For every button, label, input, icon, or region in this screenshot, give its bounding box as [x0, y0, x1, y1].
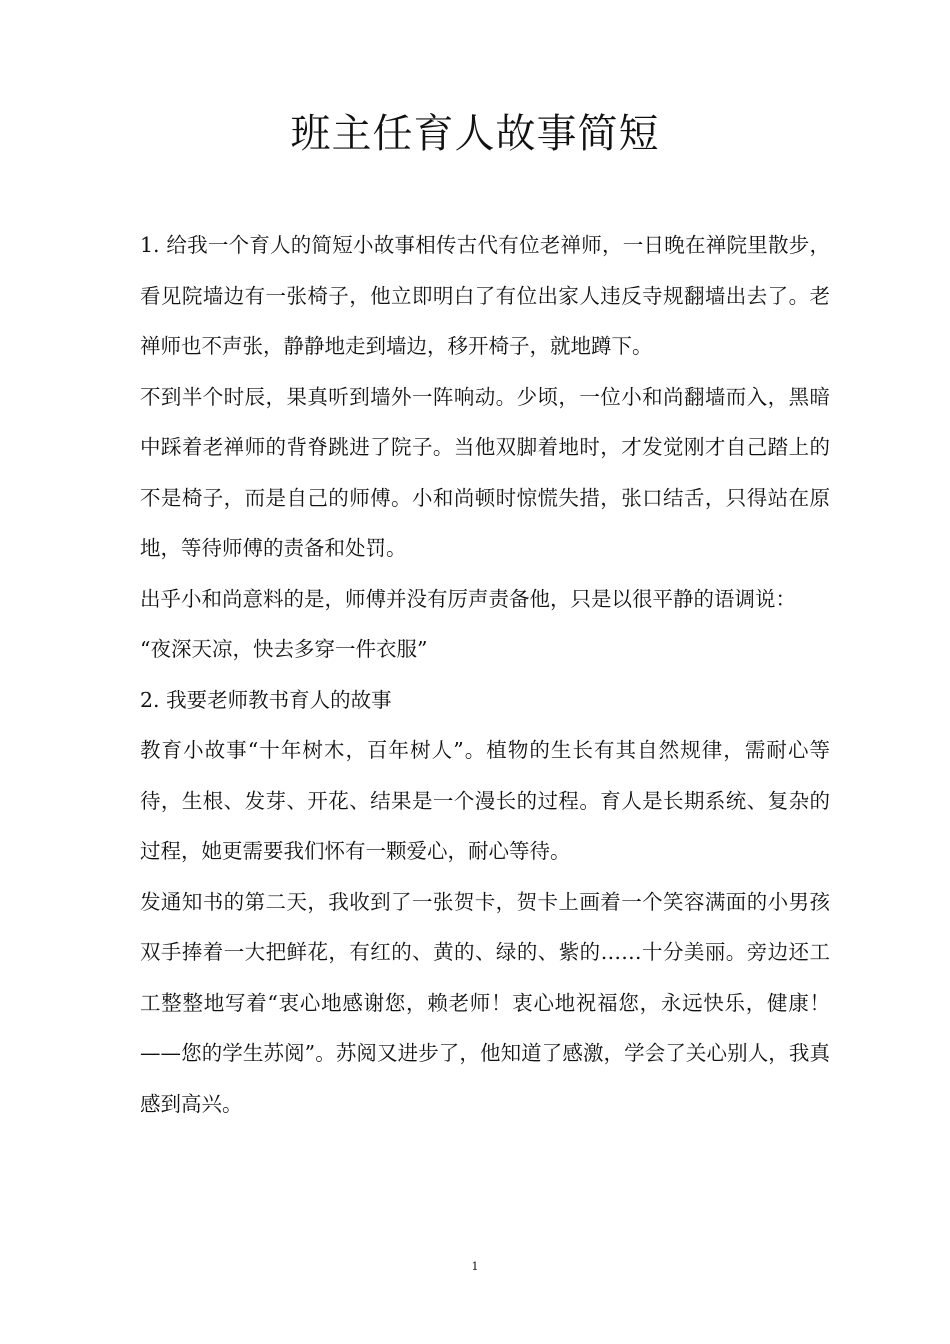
document-body	[140, 220, 830, 1129]
paragraph-story-2-intro: 教育小故事“十年树木，百年树人”。植物的生长有其自然规律，需耐心等待，生根、发芽、开花、结果是一个漫长的过程。育人是长期系统、复杂的过程，她更需要我们怀有一颗爱心，耐心等待。	[140, 738, 830, 863]
page-number: 1	[471, 1260, 479, 1273]
document-title: 班主任育人故事简短	[290, 111, 660, 157]
paragraph-story-2-card: 发通知书的第二天，我收到了一张贺卡，贺卡上画着一个笑容满面的小男孩双手捧着一大把鲜花，有红的、黄的、绿的、紫的……十分美丽。旁边还工工整整地写着“衷心地感谢您，赖老师！衷心地祝福您，永远快乐，健康！——您的学生苏阅”。苏阅又进步了，他知道了感激，学会了关心别人，我真感到高兴。	[140, 889, 830, 1116]
paragraph-story-2-heading: 2. 我要老师教书育人的故事	[140, 687, 392, 712]
paragraph-story-1-intro: 1. 给我一个育人的简短小故事相传古代有位老禅师，一日晚在禅院里散步，看见院墙边有一张椅子，他立即明白了有位出家人违反寺规翻墙出去了。老禅师也不声张，静静地走到墙边，移开椅子，就地蹲下。	[140, 233, 830, 358]
paragraph-story-1-reaction: 出乎小和尚意料的是，师傅并没有厉声责备他，只是以很平静的语调说：	[140, 586, 796, 611]
paragraph-story-1-event: 不到半个时辰，果真听到墙外一阵响动。少顷，一位小和尚翻墙而入，黑暗中踩着老禅师的背脊跳进了院子。当他双脚着地时，才发觉刚才自己踏上的不是椅子，而是自己的师傅。小和尚顿时惊慌失措，张口结舌，只得站在原地，等待师傅的责备和处罚。	[140, 384, 830, 560]
paragraph-story-1-quote: “夜深天凉，快去多穿一件衣服”	[140, 637, 428, 661]
